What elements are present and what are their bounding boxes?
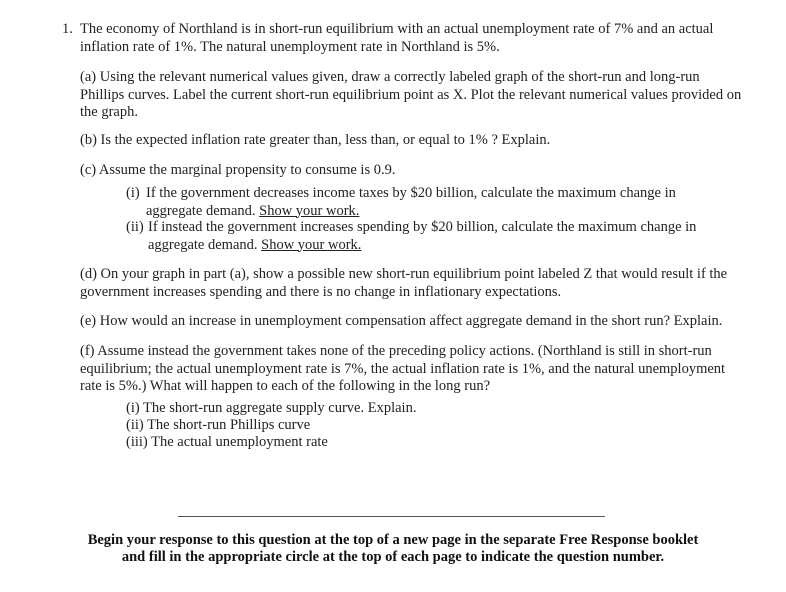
footer-instruction-line-2: and fill in the appropriate circle at the top of each page to indicate the question number. — [121, 549, 665, 565]
part-e: (e) How would an increase in unemployment compensation affect aggregate demand in the short run? Explain. — [80, 313, 723, 329]
part-c-ii-show-work: Show your work. — [261, 236, 362, 253]
part-c-i-question: If the government decreases income taxes by $20 billion, calculate the maximum change in aggregate demand. — [146, 185, 676, 219]
part-c-ii-question: If instead the government increases spending by $20 billion, calculate the maximum change in aggregate demand. — [148, 219, 697, 253]
part-f-item: (iii) The actual unemployment rate — [126, 434, 328, 450]
part-f-item: (i) The short-run aggregate supply curve. Explain. — [126, 400, 417, 416]
part-c-i-label: (i) — [126, 185, 140, 201]
footer-instruction-line-1: Begin your response to this question at the top of a new page in the separate Free Response booklet — [87, 532, 699, 548]
separator-line — [178, 516, 605, 517]
part-c-i-show-work: Show your work. — [259, 202, 360, 219]
part-c-ii — [126, 219, 726, 254]
part-f-intro: (f) Assume instead the government takes none of the preceding policy actions. (Northland is still in short-run equilibrium; the actual unemployment rate is 7%, the actual inflation rate is 1%, and the natural unemployment rate is 5%.) What will happen to each of the following in the long run? — [80, 343, 726, 394]
part-f-item: (ii) The short-run Phillips curve — [126, 417, 311, 433]
part-c-ii-text — [148, 219, 726, 254]
question-intro-text: The economy of Northland is in short-run equilibrium with an actual unemployment rate of 7% and an actual inflation rate of 1%. The natural unemployment rate in Northland is 5%. — [80, 21, 714, 55]
part-c-ii-label: (ii) — [126, 219, 144, 235]
question-intro — [62, 21, 742, 56]
part-a: (a) Using the relevant numerical values given, draw a correctly labeled graph of the short-run and long-run Phillips curves. Label the current short-run equilibrium point as X. Plot the relevant numerical values provided on the graph. — [80, 69, 742, 120]
part-d: (d) On your graph in part (a), show a possible new short-run equilibrium point labeled Z that would result if the government increases spending and there is no change in inflationary expectations. — [80, 266, 728, 300]
part-b: (b) Is the expected inflation rate greater than, less than, or equal to 1% ? Explain. — [80, 132, 551, 148]
part-c-i — [126, 185, 726, 220]
question-number: 1. — [62, 21, 73, 37]
part-c-intro: (c) Assume the marginal propensity to consume is 0.9. — [80, 162, 396, 178]
part-c-i-text — [146, 185, 726, 220]
